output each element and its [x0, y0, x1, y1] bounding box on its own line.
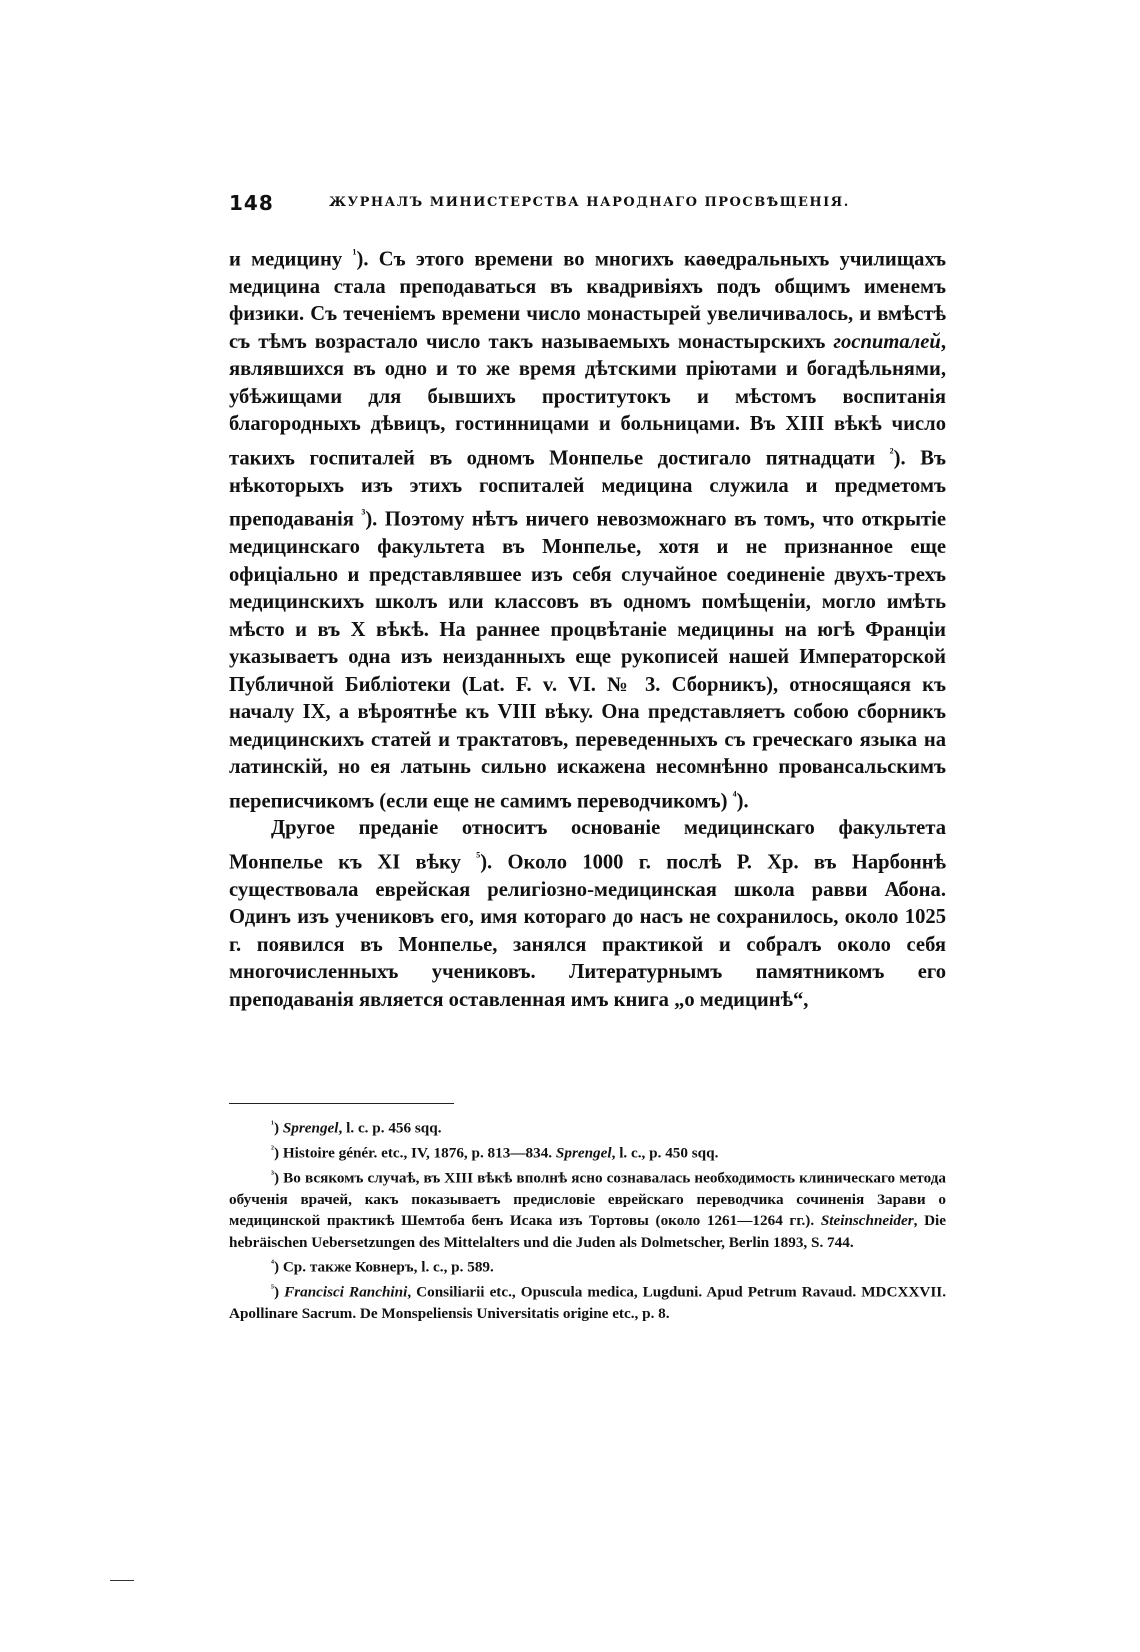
running-head: ЖУРНАЛЪ МИНИСТЕРСТВА НАРОДНАГО ПРОСВѢЩЕНІЯ. [329, 195, 850, 210]
text-run: ). Около 1000 г. послѣ Р. Хр. въ Нарбоннѣ существовала еврейская религіозно-медицинская школа равви Абона. Одинъ изъ учениковъ его, имя котораго до насъ не сохранилось, около 1025 г. появился въ Монпелье, занялся практикой и собралъ около себя многочисленныхъ учениковъ. Литературнымъ памятникомъ его преподаванія является оставленная имъ книга „о медицинѣ“, [229, 851, 947, 1011]
footnote-3: $^{^3}$) Во всякомъ случаѣ, въ XIII вѣкѣ вполнѣ ясно сознавалась необходимость клиническаго метода обученія врачей, какъ показываетъ предисловіе еврейскаго переводчика сочиненія Зарави о медицинской практикѣ Шемтоба бенъ Исака изъ Тортовы (около 1261—1264 гг.). Steinschneider, Die hebräischen Uebersetzungen des Mittelalters und die Juden als Dolmetscher, Berlin 1893, S. 744. [229, 1168, 947, 1251]
page-header [229, 191, 929, 227]
text-run: , Consiliarii etc., Opuscula medica, Lugduni. Apud Petrum Ravaud. MDCXXVII. Apollinare Sacrum. De Monspeliensis Universitatis origine etc., p. 8. [229, 1283, 947, 1323]
text-run: Histoire génér. etc., IV, 1876, p. 813—834. [282, 1144, 556, 1162]
text-run: ). Въ нѣкоторыхъ изъ этихъ госпиталей медицина служила и предметомъ преподаванія [229, 447, 946, 531]
footnote-mark: ³ [271, 1168, 274, 1180]
footnote-ref-1: ¹ [352, 246, 357, 261]
text-run: , l. c., p. 450 sqq. [611, 1144, 719, 1162]
text-run: Ср. также Ковнеръ, l. c., p. 589. [282, 1258, 494, 1276]
main-text [229, 240, 946, 1014]
text-run: , Die hebräischen Uebersetzungen des Mittelalters und die Juden als Dolmetscher, Berlin 1893, S. 744. [229, 1212, 946, 1251]
text-run: и медицину [229, 248, 353, 271]
author-name: Steinschneider [820, 1212, 914, 1230]
text-run: Другое преданіе относитъ основаніе медицинскаго факультета Монпелье къ XI вѣку [229, 817, 946, 874]
footnote-ref-2: ² [889, 444, 894, 460]
footnote-mark: ¹ [271, 1119, 274, 1130]
author-name: Sprengel [555, 1144, 612, 1162]
text-run: Во всякомъ случаѣ, въ XIII вѣкѣ вполнѣ ясно сознавалась необходимость клиническаго метода обученія врачей, какъ показываетъ предисловіе еврейскаго переводчика сочиненія Зарави о медицинской практикѣ Шемтоба бенъ Исака изъ Тортовы (около 1261—1264 гг.). [229, 1169, 947, 1230]
footnote-mark: ⁴ [271, 1258, 274, 1270]
footnote-separator [229, 1103, 454, 1104]
footnote-2: $^{^2}$) Histoire génér. etc., IV, 1876, p. 813—834. Sprengel, l. c., p. 450 sqq. [271, 1143, 719, 1162]
footnote-ref-3: ³ [361, 506, 366, 522]
text-run: ). Съ этого времени во многихъ каѳедральныхъ училищахъ медицина стала преподаваться въ квадривіяхъ подъ общимъ именемъ физики. Съ теченіемъ времени число монастырей увеличивалось, и вмѣстѣ съ тѣмъ возрастало число такъ называемыхъ монастырскихъ [229, 248, 946, 353]
footnote-4: $^{^4}$) Ср. также Ковнеръ, l. c., p. 589. [271, 1258, 494, 1276]
author-name: Francisci Ranchini [284, 1283, 408, 1301]
text-run: , являвшихся въ одно и то же время дѣтскими пріютами и богадѣльнями, убѣжищами для бывшихъ проститутокъ и мѣстомъ воспитанія благородныхъ дѣвицъ, гостинницами и больницами. Въ XIII вѣкѣ число такихъ госпиталей въ одномъ Монпелье достигало пятнадцати [229, 330, 946, 470]
paragraph-1 [229, 240, 946, 815]
footnote-mark: ² [271, 1143, 274, 1155]
author-name: Sprengel [282, 1119, 339, 1137]
page-number: 148 [229, 191, 274, 215]
footnote-1: $^{^1}$) Sprengel, l. c. p. 456 sqq. [271, 1119, 442, 1137]
paragraph-2 [229, 815, 946, 1014]
margin-mark [110, 1580, 134, 1581]
footnotes [229, 1114, 946, 1325]
text-run: ). Поэтому нѣтъ ничего невозможнаго въ томъ, что открытіе медицинскаго факультета въ Монпелье, хотя и не признанное еще офиціально и представлявшее изъ себя случайное соединеніе двухъ-трехъ медицинскихъ школъ или классовъ въ одномъ помѣщеніи, могло имѣть мѣсто и въ X вѣкѣ. На раннее процвѣтаніе медицины на югѣ Франціи указываетъ одна изъ неизданныхъ еще рукописей нашей Императорской Публичной Библіотеки (Lat. F. v. VI. № 3. Сборникъ), относящаяся къ началу IX, а вѣроятнѣе къ VIII вѣку. Она представляетъ собою сборникъ медицинскихъ статей и трактатовъ, переведенныхъ съ греческаго языка на латинскій, но ея латынь сильно искажена несомнѣнно провансальскимъ переписчикомъ (если еще не самимъ переводчикомъ) [229, 508, 946, 812]
footnote-ref-4: ⁴ [732, 787, 737, 803]
footnote-mark: ⁵ [271, 1283, 274, 1295]
italic-term: госпиталей [833, 330, 941, 353]
footnote-5: $^{^5}$) Francisci Ranchini, Consiliarii etc., Opuscula medica, Lugduni. Apud Petrum Ravaud. MDCXXVII. Apollinare Sacrum. De Monspeliensis Universitatis origine etc., p. 8. [229, 1283, 947, 1323]
footnote-ref-5: ⁵ [476, 848, 481, 864]
text-run: , l. c. p. 456 sqq. [338, 1119, 442, 1137]
text-run: ). [736, 789, 749, 812]
